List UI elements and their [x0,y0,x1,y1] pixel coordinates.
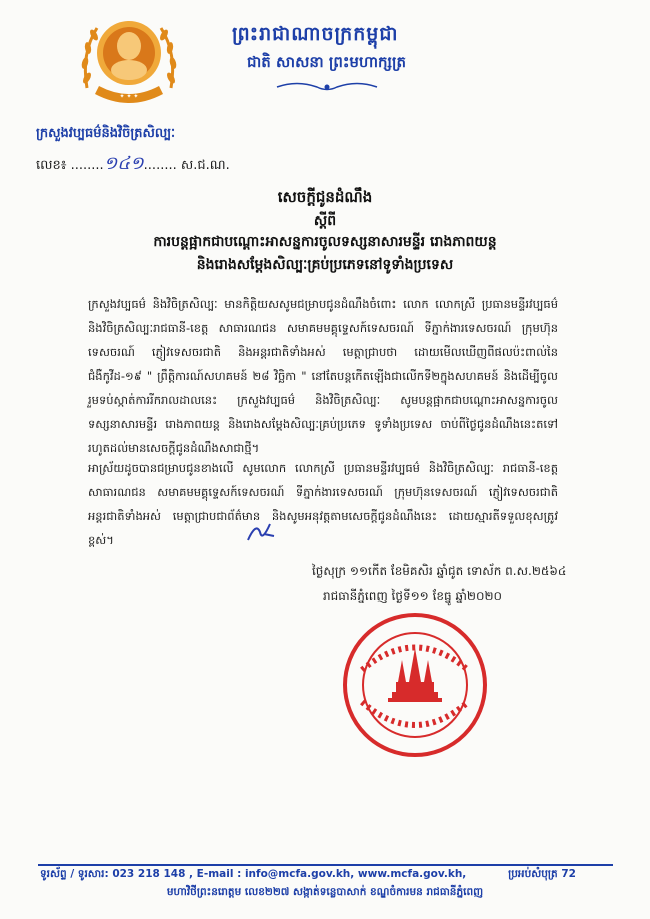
ministry-name: ក្រសួងវប្បធម៌និងវិចិត្រសិល្បៈ [36,126,176,141]
handwritten-initial [240,518,280,548]
official-seal [340,610,490,760]
reference-prefix: លេខ៖ [36,158,67,173]
document-type-title: សេចក្តីជូនដំណឹង [277,188,373,206]
reference-line: លេខ៖ ........១៤១........ ស.ជ.ណ. [36,153,230,174]
body-paragraph-2: អាស្រ័យដូចបានជម្រាបជូនខាងលើ សូមលោក លោកស្រី ប្រធានមន្ទីរវប្បធម៌ និងវិចិត្រសិល្បៈ រាជធានី-ខេត្ត សាធារណជន សមាគមមគ្គុទ្ទេសក៍ទេសចរណ៍ ទីភ្នាក់ងារទេសចរណ៍ ក្រុមហ៊ុនទេសចរណ៍ ភ្ញៀវទេសចរជាតិ អន្តរជាតិទាំងអស់ មេត្តាជ្រាបជាព័ត៌មាន និងសូមអនុវត្តតាមសេចក្តីជូនដំណឹងនេះ ដោយស្មារតីទទួលខុសត្រូវខ្ពស់។ [88,461,558,547]
lunar-date: ថ្ងៃសុក្រ ១១កើត ខែមិគសិរ ឆ្នាំជូត ទោស័ក ព.ស.២៥៦៤ [312,564,567,578]
ornament-divider [272,80,382,94]
national-motto: ជាតិ សាសនា ព្រះមហាក្សត្រ [247,53,406,71]
svg-text:✦ ✦ ✦: ✦ ✦ ✦ [119,93,139,100]
about-label: ស្តីពី [313,213,337,229]
footer-mailbox [508,868,576,883]
reference-number: ១៤១ [103,153,144,174]
body-paragraph-1: ក្រសួងវប្បធម៌ និងវិចិត្រសិល្បៈ មានកិត្តិយសសូមជម្រាបជូនដំណឹងចំពោះ លោក លោកស្រី ប្រធានមន្ទីរវប្បធម៌ និងវិចិត្រសិល្បៈរាជធានី-ខេត្ត សាធារណជន សមាគមមគ្គុទ្ទេសក៍ទេសចរណ៍ ទីភ្នាក់ងារទេសចរណ៍ ក្រុមហ៊ុនទេសចរណ៍ ភ្ញៀវទេសចរជាតិ និងអន្តរជាតិទាំងអស់ មេត្តាជ្រាបថា ដោយមើលឃើញពីផលប៉ះពាល់នៃជំងឺកូវីដ-១៩ " ព្រឹត្តិការណ៍សហគមន៍ ២៨ វិច្ឆិកា " នៅតែបន្តកើតឡើងជាលើកទី២ក្នុងសហគមន៍ និងដើម្បីចូលរួមទប់ស្កាត់ការរីករាលដាលនេះ ក្រសួងវប្បធម៌ និងវិចិត្រសិល្បៈ សូមបន្តផ្អាកជាបណ្តោះអាសន្នការចូលទស្សនាសារមន្ទីរ រោងភាពយន្ត និងរោងសម្តែងសិល្បៈគ្រប់ប្រភេទ ទូទាំងប្រទេស ចាប់ពីថ្ងៃជូនដំណឹងនេះតទៅ រហូតដល់មានសេចក្តីជូនដំណឹងសាជាថ្មី។ [88,297,558,455]
footer-divider [38,864,613,866]
kingdom-heading: ព្រះរាជាណាចក្រកម្ពុជា [232,23,399,45]
reference-suffix: ស.ជ.ណ. [180,158,230,173]
ministry-emblem [75,8,183,116]
mailbox-number: 72 [561,868,576,880]
subject-line-2: និងរោងសម្តែងសិល្បៈគ្រប់ប្រភេទនៅទូទាំងប្រទេស [196,257,454,273]
footer-contact: ទូរស័ព្ទ / ទូរសារ: 023 218 148 , E-mail : info@mcfa.gov.kh, www.mcfa.gov.kh, [40,868,467,880]
subject-line-1: ការបន្តផ្អាកជាបណ្តោះអាសន្នការចូលទស្សនាសារមន្ទីរ រោងភាពយន្ត [153,234,497,250]
solar-date: រាជធានីភ្នំពេញ ថ្ងៃទី១១ ខែធ្នូ ឆ្នាំ២០២០ [323,589,503,603]
mailbox-label: ប្រអប់សំបុត្រ [508,868,558,880]
footer-contact-line [40,868,610,883]
footer-address: មហាវិថីព្រះនរោត្តម លេខ២២៧ សង្កាត់ទន្លេបាសាក់ ខណ្ឌចំការមន រាជធានីភ្នំពេញ [166,886,484,898]
